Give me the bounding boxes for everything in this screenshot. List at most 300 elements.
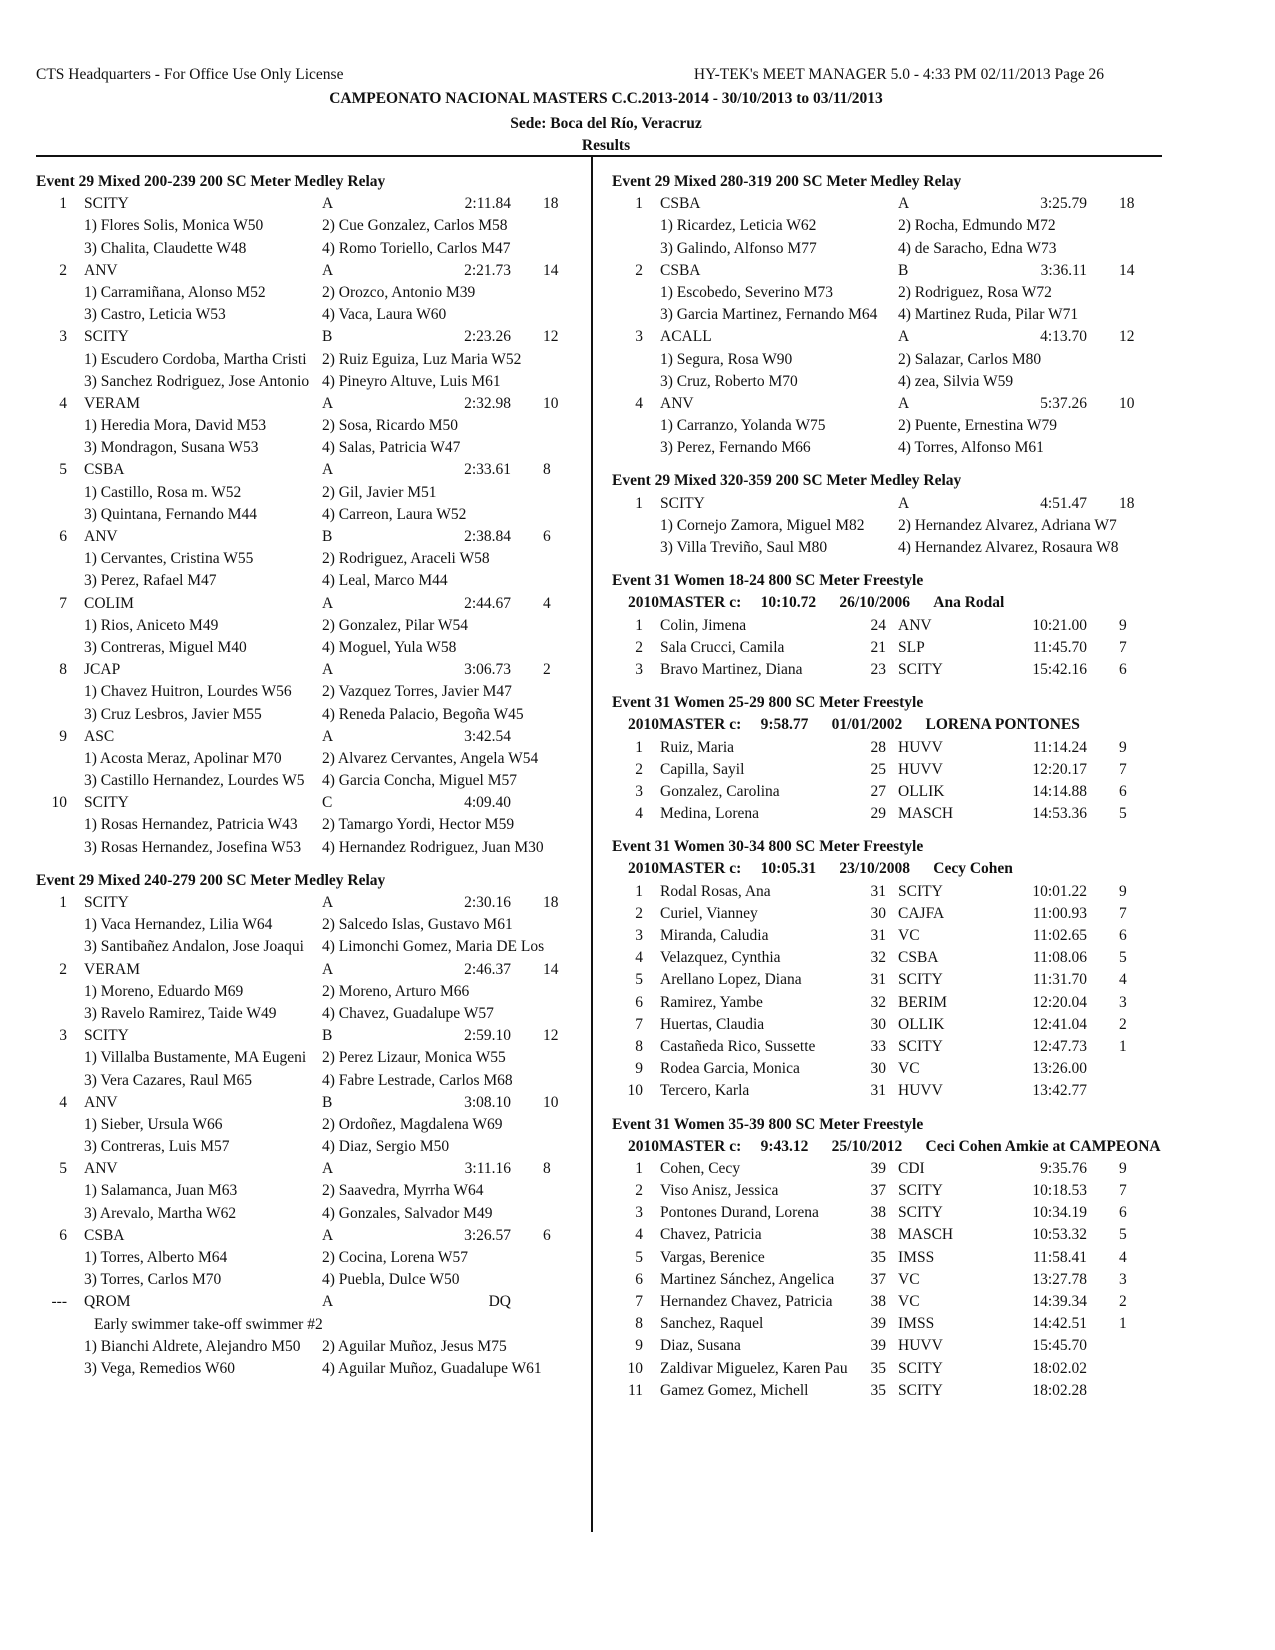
relay-swimmer: 2) Aguilar Muñoz, Jesus M75 bbox=[322, 1337, 507, 1355]
relay-letter: A bbox=[322, 727, 334, 745]
points: 1 bbox=[1119, 1315, 1127, 1333]
swimmer-result-row bbox=[612, 1080, 1172, 1102]
points: 9 bbox=[1119, 882, 1127, 900]
relay-swimmer: 3) Santibañez Andalon, Jose Joaqui bbox=[84, 938, 304, 956]
age: 33 bbox=[870, 1037, 886, 1055]
record-label: 2010MASTER c: bbox=[628, 860, 742, 878]
points: 9 bbox=[1119, 616, 1127, 634]
age: 31 bbox=[870, 971, 886, 989]
relay-swimmer: 2) Alvarez Cervantes, Angela W54 bbox=[322, 749, 539, 767]
final-time: 11:00.93 bbox=[1032, 904, 1087, 922]
relay-result-row bbox=[36, 792, 586, 814]
relay-swimmer: 1) Flores Solis, Monica W50 bbox=[84, 217, 264, 235]
relay-swimmer: 1) Torres, Alberto M64 bbox=[84, 1249, 228, 1266]
points: 6 bbox=[1119, 1204, 1127, 1222]
relay-result-row bbox=[36, 1025, 586, 1047]
place: 1 bbox=[635, 195, 643, 213]
age: 21 bbox=[870, 638, 886, 656]
event-heading bbox=[36, 171, 586, 193]
record-line bbox=[612, 714, 1172, 736]
points: 2 bbox=[543, 661, 551, 679]
age: 38 bbox=[870, 1293, 886, 1310]
relay-swimmers-row bbox=[36, 637, 586, 659]
record-holder: Cecy Cohen bbox=[933, 860, 1013, 878]
relay-swimmer: 3) Castro, Leticia W53 bbox=[84, 306, 226, 324]
relay-letter: A bbox=[322, 594, 334, 612]
relay-letter: A bbox=[322, 960, 334, 978]
relay-swimmer: 1) Cervantes, Cristina W55 bbox=[84, 550, 254, 568]
relay-swimmers-row bbox=[612, 215, 1172, 237]
relay-swimmers-row bbox=[36, 349, 586, 371]
event-title: Event 31 Women 35-39 800 SC Meter Freestyle bbox=[612, 1115, 924, 1133]
swimmer-name: Rodea Garcia, Monica bbox=[660, 1060, 800, 1078]
final-time: 2:21.73 bbox=[464, 261, 511, 279]
software-page-info: HY-TEK's MEET MANAGER 5.0 - 4:33 PM 02/11/2013 Page 26 bbox=[693, 66, 1104, 83]
place: 2 bbox=[635, 904, 643, 922]
final-time: 13:42.77 bbox=[1032, 1082, 1087, 1100]
relay-result-row bbox=[36, 892, 586, 914]
relay-swimmer: 3) Contreras, Miguel M40 bbox=[84, 638, 247, 656]
final-time: 4:51.47 bbox=[1040, 494, 1087, 512]
points: 18 bbox=[1119, 195, 1135, 213]
relay-swimmer: 4) Limonchi Gomez, Maria DE Los bbox=[322, 938, 545, 956]
event-section bbox=[612, 570, 1172, 681]
age: 25 bbox=[870, 760, 886, 778]
team: IMSS bbox=[898, 1315, 935, 1333]
team: SLP bbox=[898, 638, 925, 656]
relay-swimmer: 3) Castillo Hernandez, Lourdes W5 bbox=[84, 772, 305, 790]
place: 1 bbox=[635, 738, 643, 756]
points: 10 bbox=[543, 1093, 559, 1111]
swimmer-result-row bbox=[612, 1202, 1172, 1224]
relay-swimmer: 2) Moreno, Arturo M66 bbox=[322, 982, 470, 1000]
record-line bbox=[612, 1136, 1172, 1158]
final-time: 2:32.98 bbox=[464, 394, 511, 412]
right-column bbox=[612, 171, 1172, 1402]
team: ANV bbox=[898, 616, 932, 634]
relay-swimmer: 4) Salas, Patricia W47 bbox=[322, 439, 461, 457]
team: CSBA bbox=[660, 195, 701, 213]
final-time: 11:58.41 bbox=[1032, 1248, 1087, 1266]
record-line bbox=[612, 592, 1172, 614]
relay-swimmer: 2) Rodriguez, Rosa W72 bbox=[898, 283, 1052, 301]
place: 5 bbox=[635, 971, 643, 989]
team: SCITY bbox=[898, 971, 943, 989]
swimmer-result-row bbox=[612, 903, 1172, 925]
relay-result-row bbox=[36, 593, 586, 615]
header-divider bbox=[36, 155, 1162, 157]
points: 12 bbox=[543, 328, 559, 346]
team: VC bbox=[898, 1060, 920, 1078]
place: 8 bbox=[59, 661, 67, 679]
swimmer-result-row bbox=[612, 947, 1172, 969]
age: 30 bbox=[870, 1015, 886, 1033]
swimmer-name: Vargas, Berenice bbox=[660, 1248, 765, 1266]
relay-swimmer: 1) Rios, Aniceto M49 bbox=[84, 616, 219, 634]
team: ANV bbox=[84, 1160, 118, 1178]
relay-swimmer: 2) Rocha, Edmundo M72 bbox=[898, 217, 1056, 235]
relay-swimmer: 1) Salamanca, Juan M63 bbox=[84, 1182, 238, 1200]
place: 10 bbox=[51, 794, 67, 812]
final-time: 11:31.70 bbox=[1032, 971, 1087, 989]
relay-letter: A bbox=[898, 494, 910, 512]
place: 1 bbox=[635, 882, 643, 900]
team: CSBA bbox=[898, 949, 939, 967]
record-holder: Ana Rodal bbox=[933, 594, 1005, 612]
swimmer-name: Pontones Durand, Lorena bbox=[660, 1204, 819, 1222]
event-title: Event 29 Mixed 240-279 200 SC Meter Medley Relay bbox=[36, 871, 386, 889]
points: 6 bbox=[543, 1226, 551, 1244]
place: --- bbox=[51, 1293, 67, 1311]
place: 4 bbox=[59, 394, 67, 412]
place: 5 bbox=[59, 1160, 67, 1178]
event-heading bbox=[612, 570, 1172, 592]
event-title: Event 31 Women 30-34 800 SC Meter Freestyle bbox=[612, 838, 924, 856]
place: 10 bbox=[627, 1082, 643, 1100]
relay-swimmers-row bbox=[36, 1003, 586, 1025]
swimmer-name: Sala Crucci, Camila bbox=[660, 638, 785, 656]
points: 6 bbox=[1119, 782, 1127, 800]
team: CSBA bbox=[84, 461, 125, 479]
relay-swimmer: 1) Rosas Hernandez, Patricia W43 bbox=[84, 816, 298, 834]
points: 3 bbox=[1119, 1270, 1127, 1288]
team: MASCH bbox=[898, 1226, 954, 1244]
relay-swimmer: 1) Escobedo, Severino M73 bbox=[660, 283, 834, 301]
relay-swimmers-row bbox=[612, 415, 1172, 437]
relay-swimmers-row bbox=[36, 504, 586, 526]
place: 9 bbox=[59, 727, 67, 745]
relay-result-row bbox=[612, 326, 1172, 348]
relay-swimmers-row bbox=[36, 1203, 586, 1225]
relay-result-row bbox=[612, 260, 1172, 282]
relay-swimmer: 2) Puente, Ernestina W79 bbox=[898, 417, 1057, 435]
team: HUVV bbox=[898, 760, 943, 778]
final-time: 4:09.40 bbox=[464, 794, 511, 812]
age: 30 bbox=[870, 904, 886, 922]
relay-swimmer: 1) Villalba Bustamente, MA Eugeni bbox=[84, 1049, 307, 1067]
team: JCAP bbox=[84, 661, 121, 679]
place: 8 bbox=[635, 1037, 643, 1055]
relay-swimmers-row bbox=[36, 837, 586, 859]
relay-swimmer: 4) Leal, Marco M44 bbox=[322, 572, 448, 590]
team: VERAM bbox=[84, 394, 140, 412]
age: 31 bbox=[870, 882, 886, 900]
final-time: 11:45.70 bbox=[1032, 638, 1087, 656]
relay-result-row bbox=[36, 260, 586, 282]
relay-swimmer: 4) Puebla, Dulce W50 bbox=[322, 1271, 460, 1289]
final-time: 3:06.73 bbox=[464, 661, 511, 679]
relay-swimmers-row bbox=[36, 1269, 586, 1291]
swimmer-name: Medina, Lorena bbox=[660, 805, 759, 823]
final-time: 3:11.16 bbox=[464, 1160, 511, 1178]
team: SCITY bbox=[84, 195, 129, 213]
team: SCITY bbox=[898, 660, 943, 678]
relay-letter: A bbox=[322, 1293, 334, 1311]
place: 7 bbox=[59, 594, 67, 612]
relay-swimmer: 1) Escudero Cordoba, Martha Cristi bbox=[84, 350, 307, 368]
relay-letter: A bbox=[322, 195, 334, 213]
relay-swimmer: 4) Aguilar Muñoz, Guadalupe W61 bbox=[322, 1359, 542, 1377]
relay-swimmers-row bbox=[36, 238, 586, 260]
team: CSBA bbox=[84, 1226, 125, 1244]
age: 30 bbox=[870, 1060, 886, 1078]
relay-letter: A bbox=[322, 894, 334, 911]
relay-swimmers-row bbox=[36, 1070, 586, 1092]
record-label: 2010MASTER c: bbox=[628, 594, 742, 612]
swimmer-name: Hernandez Chavez, Patricia bbox=[660, 1293, 833, 1310]
age: 27 bbox=[870, 782, 886, 800]
relay-swimmer: 3) Villa Treviño, Saul M80 bbox=[660, 539, 828, 556]
relay-swimmers-row bbox=[36, 681, 586, 703]
swimmer-result-row bbox=[612, 1291, 1172, 1313]
record-time: 9:43.12 bbox=[760, 1137, 809, 1155]
place: 2 bbox=[635, 760, 643, 778]
record bbox=[628, 1136, 1161, 1158]
team: BERIM bbox=[898, 993, 948, 1011]
final-time: 2:23.26 bbox=[464, 328, 511, 346]
record-date: 01/01/2002 bbox=[831, 716, 903, 734]
age: 39 bbox=[870, 1159, 886, 1177]
age: 35 bbox=[870, 1248, 886, 1266]
final-time: 13:27.78 bbox=[1032, 1270, 1087, 1288]
final-time: 3:08.10 bbox=[464, 1093, 511, 1111]
relay-swimmer: 3) Torres, Carlos M70 bbox=[84, 1271, 222, 1289]
team: SCITY bbox=[84, 794, 129, 812]
team: ANV bbox=[84, 1093, 118, 1111]
swimmer-result-row bbox=[612, 1313, 1172, 1335]
final-time: 3:42.54 bbox=[464, 727, 511, 745]
team: HUVV bbox=[898, 1082, 943, 1100]
relay-swimmers-row bbox=[36, 304, 586, 326]
place: 6 bbox=[635, 993, 643, 1011]
final-time: 11:02.65 bbox=[1032, 927, 1087, 944]
relay-swimmers-row bbox=[36, 282, 586, 304]
final-time: 10:21.00 bbox=[1032, 616, 1087, 634]
relay-swimmers-row bbox=[36, 570, 586, 592]
relay-letter: B bbox=[322, 1093, 333, 1111]
event-heading bbox=[612, 836, 1172, 858]
place: 1 bbox=[635, 1159, 643, 1177]
relay-swimmers-row bbox=[36, 371, 586, 393]
relay-letter: A bbox=[322, 261, 334, 279]
final-time: 2:30.16 bbox=[464, 894, 511, 911]
final-time: 3:26.57 bbox=[464, 1226, 511, 1244]
team: SCITY bbox=[898, 1204, 943, 1222]
final-time: 13:26.00 bbox=[1032, 1060, 1087, 1078]
team: HUVV bbox=[898, 1337, 943, 1355]
final-time: DQ bbox=[488, 1293, 511, 1311]
swimmer-result-row bbox=[612, 637, 1172, 659]
final-time: 2:11.84 bbox=[464, 195, 511, 213]
points: 2 bbox=[1119, 1015, 1127, 1033]
relay-swimmers-row bbox=[36, 814, 586, 836]
team: SCITY bbox=[84, 328, 129, 346]
final-time: 10:01.22 bbox=[1032, 882, 1087, 900]
final-time: 11:14.24 bbox=[1032, 738, 1087, 756]
relay-swimmer: 2) Saavedra, Myrrha W64 bbox=[322, 1182, 484, 1200]
relay-result-row bbox=[36, 959, 586, 981]
team: CAJFA bbox=[898, 904, 945, 922]
relay-result-row bbox=[36, 1291, 586, 1313]
points: 8 bbox=[543, 461, 551, 479]
swimmer-result-row bbox=[612, 881, 1172, 903]
record bbox=[628, 714, 1080, 736]
relay-result-row bbox=[36, 1158, 586, 1180]
record bbox=[628, 858, 1013, 880]
relay-swimmer: 3) Perez, Rafael M47 bbox=[84, 572, 217, 590]
swimmer-result-row bbox=[612, 1180, 1172, 1202]
relay-result-row bbox=[36, 1225, 586, 1247]
relay-swimmer: 3) Cruz Lesbros, Javier M55 bbox=[84, 705, 262, 723]
relay-swimmers-row bbox=[36, 1136, 586, 1158]
swimmer-result-row bbox=[612, 1247, 1172, 1269]
record-time: 10:05.31 bbox=[760, 860, 817, 878]
swimmer-result-row bbox=[612, 1158, 1172, 1180]
final-time: 18:02.28 bbox=[1032, 1381, 1087, 1399]
place: 1 bbox=[59, 894, 67, 911]
points: 7 bbox=[1119, 1182, 1127, 1200]
relay-swimmer: 1) Moreno, Eduardo M69 bbox=[84, 982, 244, 1000]
team: ANV bbox=[84, 261, 118, 279]
relay-result-row bbox=[612, 193, 1172, 215]
swimmer-result-row bbox=[612, 781, 1172, 803]
place: 8 bbox=[635, 1315, 643, 1333]
relay-swimmer: 4) Torres, Alfonso M61 bbox=[898, 439, 1044, 457]
relay-swimmers-row bbox=[36, 704, 586, 726]
swimmer-name: Bravo Martinez, Diana bbox=[660, 660, 803, 678]
event-section bbox=[612, 692, 1172, 825]
swimmer-name: Zaldivar Miguelez, Karen Pau bbox=[660, 1359, 848, 1377]
swimmer-name: Castañeda Rico, Sussette bbox=[660, 1037, 816, 1055]
relay-swimmer: 3) Chalita, Claudette W48 bbox=[84, 239, 247, 257]
event-heading bbox=[36, 870, 586, 892]
relay-result-row bbox=[36, 526, 586, 548]
place: 9 bbox=[635, 1060, 643, 1078]
swimmer-name: Velazquez, Cynthia bbox=[660, 949, 781, 967]
relay-swimmer: 3) Contreras, Luis M57 bbox=[84, 1138, 230, 1156]
swimmer-result-row bbox=[612, 1224, 1172, 1246]
points: 14 bbox=[1119, 261, 1135, 279]
team: OLLIK bbox=[898, 782, 945, 800]
final-time: 15:42.16 bbox=[1032, 660, 1087, 678]
age: 28 bbox=[870, 738, 886, 756]
record-date: 26/10/2006 bbox=[839, 594, 911, 612]
record-time: 10:10.72 bbox=[760, 594, 817, 612]
age: 38 bbox=[870, 1226, 886, 1244]
relay-swimmer: 3) Mondragon, Susana W53 bbox=[84, 439, 259, 457]
team: SCITY bbox=[898, 1182, 943, 1200]
points: 3 bbox=[1119, 993, 1127, 1011]
event-heading bbox=[612, 470, 1172, 492]
relay-swimmer: 4) Garcia Concha, Miguel M57 bbox=[322, 772, 517, 790]
relay-swimmer: 4) de Saracho, Edna W73 bbox=[898, 239, 1057, 257]
dq-note: Early swimmer take-off swimmer #2 bbox=[94, 1315, 323, 1333]
swimmer-result-row bbox=[612, 992, 1172, 1014]
event-title: Event 29 Mixed 200-239 200 SC Meter Medley Relay bbox=[36, 173, 386, 190]
points: 6 bbox=[1119, 660, 1127, 678]
relay-swimmers-row bbox=[36, 482, 586, 504]
relay-swimmer: 1) Acosta Meraz, Apolinar M70 bbox=[84, 749, 282, 767]
swimmer-name: Arellano Lopez, Diana bbox=[660, 971, 802, 989]
event-heading bbox=[612, 1114, 1172, 1136]
swimmer-result-row bbox=[612, 1380, 1172, 1402]
relay-letter: B bbox=[322, 1027, 333, 1045]
relay-swimmers-row bbox=[36, 548, 586, 570]
relay-letter: A bbox=[322, 461, 334, 479]
relay-swimmer: 4) Fabre Lestrade, Carlos M68 bbox=[322, 1071, 513, 1089]
license-text: CTS Headquarters - For Office Use Only License bbox=[36, 66, 344, 83]
relay-letter: C bbox=[322, 794, 333, 812]
place: 3 bbox=[635, 782, 643, 800]
swimmer-name: Colin, Jimena bbox=[660, 616, 747, 634]
points: 9 bbox=[1119, 738, 1127, 756]
team: CSBA bbox=[660, 261, 701, 279]
relay-swimmers-row bbox=[612, 304, 1172, 326]
team: SCITY bbox=[660, 494, 705, 512]
record-label: 2010MASTER c: bbox=[628, 1137, 742, 1155]
team: VERAM bbox=[84, 960, 140, 978]
final-time: 5:37.26 bbox=[1040, 394, 1087, 412]
swimmer-result-row bbox=[612, 1358, 1172, 1380]
relay-letter: A bbox=[898, 394, 910, 412]
age: 32 bbox=[870, 993, 886, 1011]
event-title: Event 31 Women 25-29 800 SC Meter Freestyle bbox=[612, 694, 924, 712]
swimmer-result-row bbox=[612, 759, 1172, 781]
points: 9 bbox=[1119, 1159, 1127, 1177]
relay-swimmer: 2) Ruiz Eguiza, Luz Maria W52 bbox=[322, 350, 522, 368]
dq-reason bbox=[36, 1314, 586, 1336]
relay-swimmers-row bbox=[36, 914, 586, 936]
relay-swimmer: 3) Galindo, Alfonso M77 bbox=[660, 239, 817, 257]
team: ACALL bbox=[660, 328, 712, 346]
age: 39 bbox=[870, 1337, 886, 1355]
place: 3 bbox=[635, 328, 643, 346]
place: 4 bbox=[635, 805, 643, 823]
relay-swimmer: 2) Sosa, Ricardo M50 bbox=[322, 417, 459, 435]
points: 4 bbox=[1119, 1248, 1127, 1266]
relay-letter: B bbox=[322, 328, 333, 346]
team: VC bbox=[898, 927, 920, 944]
relay-swimmer: 1) Heredia Mora, David M53 bbox=[84, 417, 267, 435]
points: 7 bbox=[1119, 760, 1127, 778]
age: 37 bbox=[870, 1270, 886, 1288]
relay-swimmer: 4) Gonzales, Salvador M49 bbox=[322, 1204, 493, 1222]
swimmer-name: Ruiz, Maria bbox=[660, 738, 735, 756]
relay-letter: A bbox=[322, 1160, 334, 1178]
relay-letter: A bbox=[322, 661, 334, 679]
team: SCITY bbox=[898, 882, 943, 900]
relay-swimmers-row bbox=[36, 748, 586, 770]
place: 5 bbox=[59, 461, 67, 479]
record-label: 2010MASTER c: bbox=[628, 716, 742, 734]
points: 14 bbox=[543, 960, 559, 978]
relay-letter: A bbox=[898, 328, 910, 346]
relay-letter: A bbox=[322, 394, 334, 412]
age: 23 bbox=[870, 660, 886, 678]
points: 7 bbox=[1119, 904, 1127, 922]
final-time: 2:46.37 bbox=[464, 960, 511, 978]
points: 5 bbox=[1119, 1226, 1127, 1244]
swimmer-result-row bbox=[612, 1335, 1172, 1357]
relay-swimmers-row bbox=[612, 349, 1172, 371]
points: 18 bbox=[543, 894, 559, 911]
team: IMSS bbox=[898, 1248, 935, 1266]
age: 37 bbox=[870, 1182, 886, 1200]
swimmer-name: Viso Anisz, Jessica bbox=[660, 1182, 779, 1200]
place: 2 bbox=[635, 1182, 643, 1200]
relay-swimmer: 4) Reneda Palacio, Begoña W45 bbox=[322, 705, 524, 723]
relay-swimmers-row bbox=[36, 615, 586, 637]
